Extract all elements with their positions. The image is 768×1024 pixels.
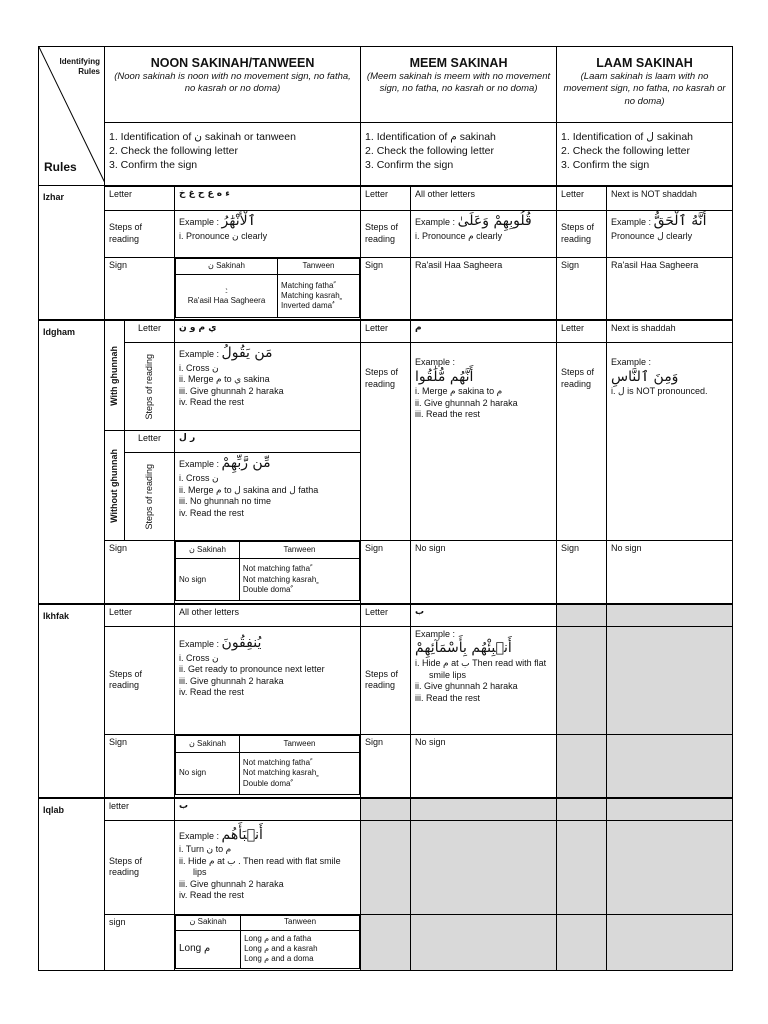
sign-header-sakinah: ن Sakinah (176, 736, 240, 753)
sign-sakinah: No sign (176, 559, 240, 601)
step-item: ii. Hide م at ب . Then read with flat smile lips (179, 855, 341, 878)
steps-list (415, 231, 552, 243)
rule-item: 3. Confirm the sign (561, 159, 650, 172)
steps-list (179, 653, 356, 699)
idgham-without-letters: ر ل (175, 430, 361, 452)
idgham-laam-sign: No sign (607, 541, 733, 604)
sign-subtable (175, 258, 360, 318)
izhar-laam-letter-label: Letter (557, 186, 607, 211)
empty-cell (607, 604, 733, 626)
sign-tanween-item: Not matching kasrah ٍ (242, 768, 319, 778)
idgham-meem-sign: No sign (411, 541, 557, 604)
sign-tanween-item: Double doma ٌ (242, 778, 293, 788)
izhar-steps-label: Steps of reading (105, 210, 175, 257)
steps-list (415, 386, 552, 421)
step-item: i. Pronounce ن clearly (179, 230, 268, 241)
ikhfak-letters: All other letters (175, 604, 361, 626)
step-item: ii. Give ghunnah 2 haraka (415, 681, 518, 692)
empty-cell (557, 626, 607, 734)
example-arabic: مِّن رَّبِّهِمْ (221, 455, 271, 472)
step-item: ii. Merge م to ل sakina and ل fatha (179, 484, 319, 495)
sign-sakinah-text: Ra'asil Haa Sagheera (187, 295, 266, 305)
sign-tanween-item: Not matching kasrah ٍ (242, 574, 319, 584)
example-arabic: قُلُوبِهِمْ وَعَلَىٰ (457, 212, 532, 229)
sign-sakinah (176, 275, 278, 317)
ikhfak-noon-sign-cell (175, 735, 361, 798)
step-item: ii. Get ready to pronounce next letter (179, 664, 325, 675)
rule-item: 1. Identification of ن sakinah or tanween (109, 130, 296, 143)
idgham-meem-sign-label: Sign (361, 541, 411, 604)
rules-label: Rules (44, 159, 77, 174)
example-label: Example : (179, 216, 220, 227)
izhar-noon-steps-cell (175, 210, 361, 257)
step-item: ii. Merge م to ي sakina (179, 374, 270, 385)
empty-cell (607, 914, 733, 970)
izhar-laam-sign-label: Sign (557, 257, 607, 320)
step-item: i. Cross ن (179, 652, 219, 663)
sign-tanween (277, 275, 359, 317)
meem-rules-cell (361, 122, 557, 185)
corner-header-cell (39, 47, 105, 186)
noon-rules-list (109, 130, 356, 173)
empty-cell (607, 626, 733, 734)
step-item: iv. Read the rest (179, 507, 244, 518)
idgham-sign-label: Sign (105, 541, 175, 604)
with-ghunnah-label: With ghunnah (108, 345, 119, 406)
sign-tanween (241, 930, 360, 968)
step-item: iv. Read the rest (179, 397, 244, 408)
sign-header-sakinah: ن Sakinah (176, 915, 241, 930)
izhar-noon-sign-cell (175, 257, 361, 320)
sign-header-tanween: Tanween (277, 258, 359, 275)
izhar-laam-steps-cell (607, 210, 733, 257)
steps-list (179, 844, 356, 902)
idgham-with-steps-label: Steps of reading (143, 353, 154, 420)
step-item: Pronounce ل clearly (611, 230, 693, 241)
sign-header-tanween: Tanween (239, 736, 359, 753)
laam-rules-cell (557, 122, 733, 185)
empty-cell (557, 735, 607, 798)
idgham-meem-steps-label: Steps of reading (361, 343, 411, 541)
example-label: Example : (415, 357, 456, 368)
ikhfak-meem-steps-cell (411, 626, 557, 734)
step-item: ii. Give ghunnah 2 haraka (415, 397, 518, 408)
idgham-laam-letter-label: Letter (557, 320, 607, 342)
example-arabic: أَنَّهُ ٱلْحَقُّ (653, 212, 707, 229)
izhar-meem-letters: All other letters (411, 186, 557, 211)
example-label: Example : (611, 216, 652, 227)
example-arabic: يُنفِقُونَ (221, 634, 262, 651)
ikhfak-meem-letter-label: Letter (361, 604, 411, 626)
noon-rules-cell (105, 122, 361, 185)
ikhfak-meem-letters: ب (411, 604, 557, 626)
step-item: iv. Read the rest (179, 687, 244, 698)
idgham-without-letter-label: Letter (125, 430, 175, 452)
example-label: Example : (611, 357, 652, 368)
laam-rules-list (561, 130, 728, 173)
empty-cell (361, 798, 411, 820)
rule-item: 2. Check the following letter (365, 144, 495, 157)
example-label: Example : (179, 349, 220, 360)
empty-cell (557, 820, 607, 914)
izhar-letter-label: Letter (105, 186, 175, 211)
step-item: i. Hide م at ب Then read with flat smile lips (415, 658, 547, 680)
example-arabic: وَمِنَ ٱلنَّاسِ (611, 368, 679, 385)
sign-subtable (175, 541, 360, 601)
izhar-label: Izhar (39, 186, 105, 320)
empty-cell (411, 798, 557, 820)
idgham-meem-letter-label: Letter (361, 320, 411, 342)
sign-tanween-item: Not matching fatha ً (242, 564, 313, 574)
sign-subtable (175, 915, 360, 969)
example-label: Example : (415, 628, 456, 639)
idgham-with-steps-cell (175, 343, 361, 431)
example-label: Example : (415, 216, 456, 227)
idgham-meem-letters: م (411, 320, 557, 342)
rule-item: 3. Confirm the sign (109, 159, 198, 172)
example-label: Example : (179, 459, 220, 470)
step-item: iii. Give ghunnah 2 haraka (179, 878, 284, 889)
sign-tanween-item: Not matching fatha ً (242, 758, 313, 768)
sign-tanween-item: Matching fatha ً (280, 280, 336, 290)
idgham-with-letter-label: Letter (125, 320, 175, 342)
idgham-laam-steps-label: Steps of reading (557, 343, 607, 541)
noon-subtitle: (Noon sakinah is noon with no movement sign, no fatha, no kasrah or no doma) (114, 71, 351, 95)
rule-item: 2. Check the following letter (109, 144, 238, 157)
idgham-laam-sign-label: Sign (557, 541, 607, 604)
ikhfak-meem-sign-label: Sign (361, 735, 411, 798)
noon-header (105, 47, 361, 123)
step-item: iii. Give ghunnah 2 haraka (179, 385, 284, 396)
laam-title: LAAM SAKINAH (596, 56, 693, 70)
step-item: iii. Read the rest (415, 692, 481, 703)
steps-list (179, 473, 356, 519)
ikhfak-meem-sign: No sign (411, 735, 557, 798)
step-item: iii. Give ghunnah 2 haraka (179, 675, 284, 686)
idgham-label: Idgham (39, 320, 105, 604)
izhar-sign-label: Sign (105, 257, 175, 320)
empty-cell (361, 820, 411, 914)
iqlab-noon-sign-cell (175, 914, 361, 970)
meem-rules-list (365, 130, 552, 173)
sign-sakinah-glyph: ـۡ (225, 285, 228, 295)
sign-tanween (239, 752, 359, 794)
sign-tanween-item: Long م and a doma (244, 954, 314, 964)
meem-title: MEEM SAKINAH (409, 56, 508, 70)
step-item: iv. Read the rest (179, 890, 244, 901)
example-label: Example : (179, 638, 220, 649)
without-ghunnah-label: Without ghunnah (108, 448, 119, 523)
noon-title: NOON SAKINAH/TANWEEN (150, 56, 315, 70)
empty-cell (557, 798, 607, 820)
rule-item: 1. Identification of ل sakinah (561, 130, 694, 143)
izhar-meem-steps-cell (411, 210, 557, 257)
idgham-meem-steps-cell (411, 343, 557, 541)
example-arabic: ٱلْأَنْهَٰرُ (221, 212, 256, 229)
step-item: i. Pronounce م clearly (415, 230, 503, 241)
rule-item: 3. Confirm the sign (365, 159, 454, 172)
sign-tanween-item: Long م and a fatha (244, 933, 312, 943)
steps-list (179, 231, 356, 243)
ikhfak-steps-cell (175, 626, 361, 734)
iqlab-label: Iqlab (39, 798, 105, 971)
izhar-laam-sign: Ra'asil Haa Sagheera (607, 257, 733, 320)
idgham-without-steps-label-cell (125, 453, 175, 541)
ikhfak-sign-label: Sign (105, 735, 175, 798)
iqlab-steps-cell (175, 820, 361, 914)
empty-cell (607, 820, 733, 914)
step-item: i. ل is NOT pronounced. (611, 386, 708, 397)
tajweed-rules-table (38, 46, 733, 971)
izhar-meem-sign: Ra'asil Haa Sagheera (411, 257, 557, 320)
without-ghunnah-cell (105, 430, 125, 540)
example-label: Example : (179, 830, 220, 841)
idgham-noon-sign-cell (175, 541, 361, 604)
sign-tanween (239, 559, 359, 601)
idgham-laam-letters: Next is shaddah (607, 320, 733, 342)
meem-header (361, 47, 557, 123)
izhar-meem-steps-label: Steps of reading (361, 210, 411, 257)
step-item: i. Cross ن (179, 473, 219, 484)
steps-list (179, 363, 356, 409)
sign-header-sakinah: ن Sakinah (176, 258, 278, 275)
sign-sakinah: Long م (176, 930, 241, 968)
idgham-without-steps-label: Steps of reading (143, 464, 154, 530)
iqlab-letter-label: letter (105, 798, 175, 820)
idgham-with-letters: ي م و ن (175, 320, 361, 342)
izhar-meem-letter-label: Letter (361, 186, 411, 211)
sign-tanween-item: Long م and a kasrah (244, 943, 318, 953)
iqlab-letters: ب (175, 798, 361, 820)
step-item: i. Merge م sakina to م (415, 386, 503, 397)
idgham-without-steps-cell (175, 453, 361, 541)
laam-subtitle: (Laam sakinah is laam with no movement sign, no fatha, no kasrah or no doma) (563, 71, 726, 107)
iqlab-steps-label: Steps of reading (105, 820, 175, 914)
step-item: iii. Read the rest (415, 409, 481, 420)
rule-item: 1. Identification of م sakinah (365, 130, 496, 143)
iqlab-sign-label: sign (105, 914, 175, 970)
empty-cell (557, 604, 607, 626)
step-item: i. Cross ن (179, 362, 219, 373)
identifying-rules-label: Identifying Rules (59, 57, 100, 76)
sign-sakinah: No sign (176, 752, 240, 794)
empty-cell (361, 914, 411, 970)
sign-tanween-item: Double doma ٌ (242, 584, 293, 594)
sign-tanween-item: Inverted dama ٌ (280, 301, 335, 311)
example-arabic: أَنۢبِئْهُم بِأَسْمَآئِهِمْ (415, 640, 512, 657)
example-arabic: مَن يَقُولُ (221, 345, 273, 362)
ikhfak-label: Ikhfak (39, 604, 105, 798)
laam-header (557, 47, 733, 123)
with-ghunnah-cell (105, 320, 125, 430)
step-item: iii. No ghunnah no time (179, 496, 272, 507)
empty-cell (607, 798, 733, 820)
example-arabic: أَنۢبَأَهُم (221, 826, 263, 843)
meem-subtitle: (Meem sakinah is meem with no movement sign, no fatha, no kasrah or no doma) (366, 71, 551, 95)
rule-item: 2. Check the following letter (561, 144, 691, 157)
izhar-meem-sign-label: Sign (361, 257, 411, 320)
ikhfak-letter-label: Letter (105, 604, 175, 626)
step-item: i. Turn ن to م (179, 844, 232, 855)
izhar-letters: ء ه ع ح غ خ (175, 186, 361, 211)
sign-header-tanween: Tanween (241, 915, 360, 930)
idgham-with-steps-label-cell (125, 343, 175, 431)
empty-cell (411, 820, 557, 914)
sign-subtable (175, 735, 360, 795)
sign-header-sakinah: ن Sakinah (176, 542, 240, 559)
ikhfak-meem-steps-label: Steps of reading (361, 626, 411, 734)
empty-cell (607, 735, 733, 798)
tajweed-rules-table-page (38, 46, 732, 971)
example-arabic: أَنَّهُم مُّلَٰقُوا (415, 368, 474, 385)
izhar-laam-letters: Next is NOT shaddah (607, 186, 733, 211)
empty-cell (411, 914, 557, 970)
sign-tanween-item: Matching kasrah ٍ (280, 290, 343, 300)
sign-header-tanween: Tanween (239, 542, 359, 559)
empty-cell (557, 914, 607, 970)
izhar-laam-steps-label: Steps of reading (557, 210, 607, 257)
steps-list (415, 658, 552, 704)
idgham-laam-steps-cell (607, 343, 733, 541)
steps-list (611, 386, 728, 398)
ikhfak-steps-label: Steps of reading (105, 626, 175, 734)
